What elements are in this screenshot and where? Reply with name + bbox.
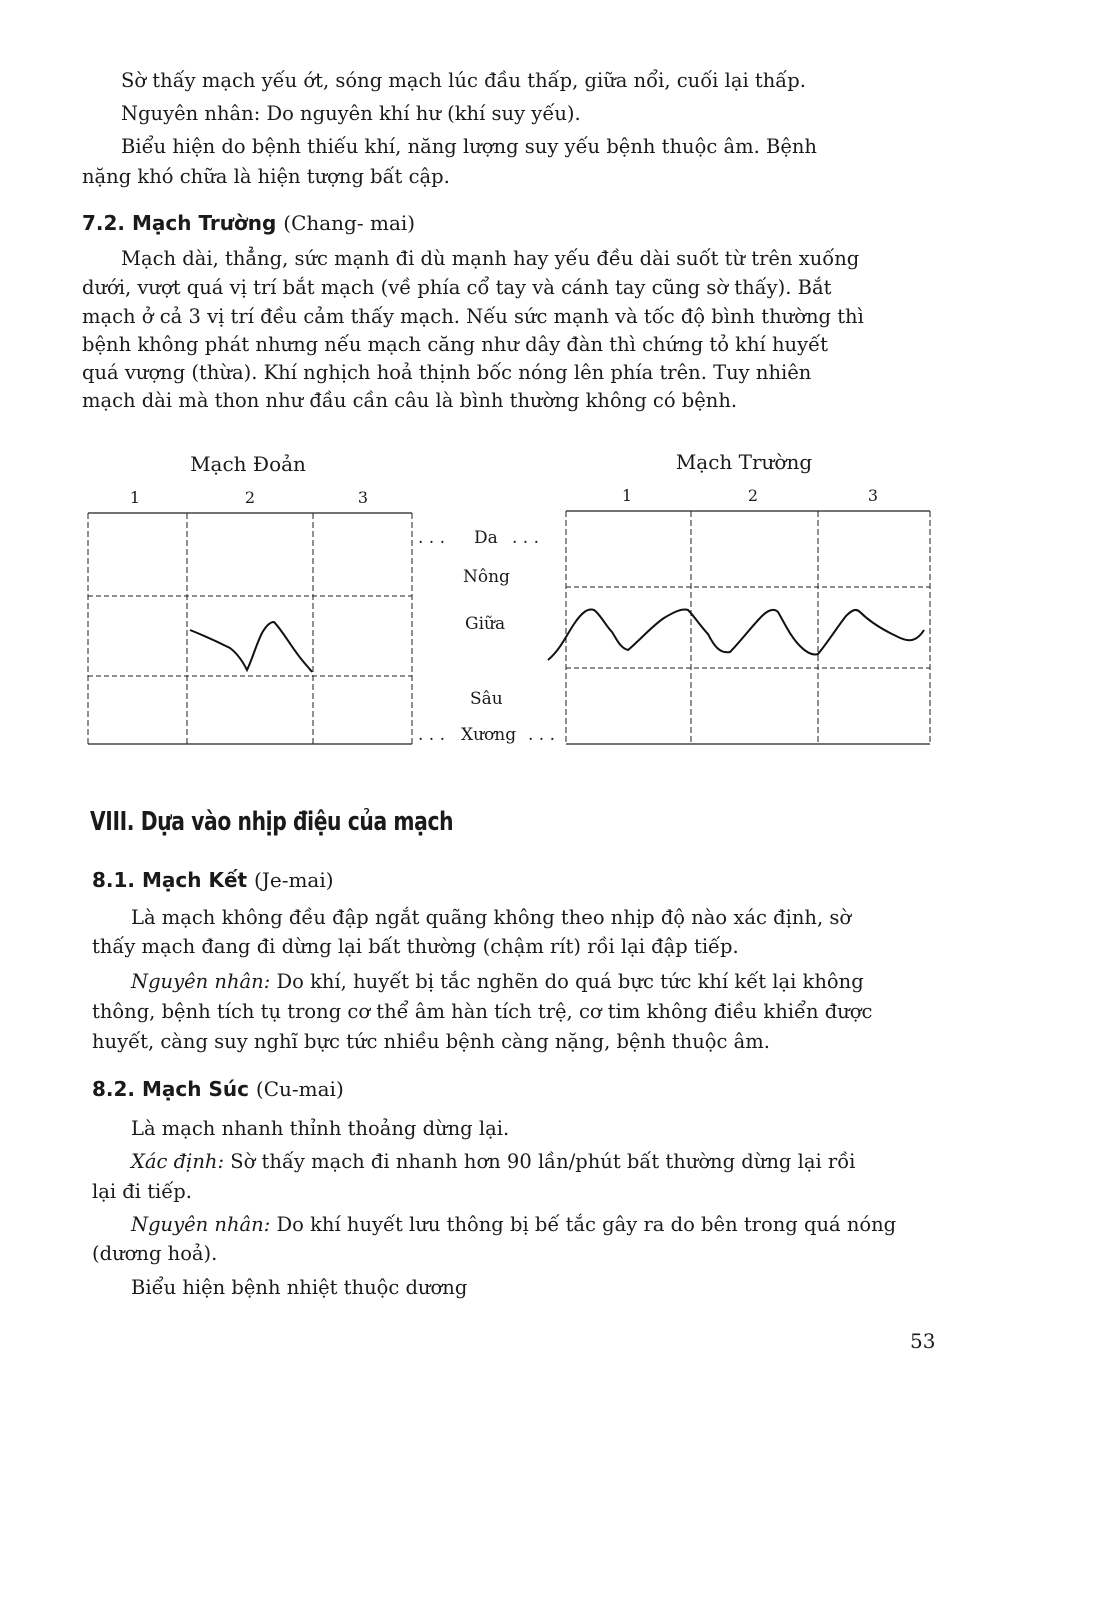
dotted-leader: . . . — [512, 528, 540, 548]
text-line: mạch ở cả 3 vị trí đều cảm thấy mạch. Nếu sức mạnh và tốc độ bình thường thì — [82, 305, 864, 328]
dotted-leader: . . . — [418, 725, 446, 745]
text-line: thông, bệnh tích tụ trong cơ thể âm hàn tích trệ, cơ tim không điều khiển được — [92, 1000, 873, 1023]
dotted-leader: . . . — [418, 528, 446, 548]
text-line: Sờ thấy mạch yếu ớt, sóng mạch lúc đầu thấp, giữa nổi, cuối lại thấp. — [121, 69, 806, 92]
text-line: Là mạch không đều đập ngắt quãng không theo nhịp độ nào xác định, sờ — [131, 906, 852, 929]
text-line: quá vượng (thừa). Khí nghịch hoả thịnh bốc nóng lên phía trên. Tuy nhiên — [82, 361, 812, 384]
short-pulse-waveform — [190, 622, 312, 672]
section-heading-viii: VIII. Dựa vào nhịp điệu của mạch — [90, 807, 454, 837]
text-line: huyết, càng suy nghĩ bực tức nhiều bệnh càng nặng, bệnh thuộc âm. — [92, 1030, 770, 1053]
text-line: lại đi tiếp. — [92, 1180, 192, 1203]
section-heading-7-2: 7.2. Mạch Trường (Chang- mai) — [82, 211, 416, 235]
left-position-label: 3 — [357, 488, 369, 507]
page-number: 53 — [910, 1329, 936, 1353]
level-label-sau: Sâu — [470, 689, 503, 709]
right-diagram-title: Mạch Trường — [675, 450, 813, 474]
text-line: Biểu hiện bệnh nhiệt thuộc dương — [131, 1276, 468, 1299]
section-heading-8-2: 8.2. Mạch Súc (Cu-mai) — [92, 1077, 344, 1101]
dotted-leader: . . . — [528, 725, 556, 745]
text-line: (dương hoả). — [92, 1242, 218, 1265]
level-label-giua: Giữa — [465, 614, 506, 634]
text-line: mạch dài mà thon như đầu cần câu là bình thường không có bệnh. — [82, 389, 738, 412]
pulse-diagram — [0, 0, 1099, 800]
text-line: Nguyên nhân: Do khí, huyết bị tắc nghẽn do quá bực tức khí kết lại không — [131, 970, 864, 993]
text-line: Nguyên nhân: Do nguyên khí hư (khí suy yếu). — [121, 102, 581, 125]
right-position-label: 2 — [747, 486, 759, 505]
text-line: Xác định: Sờ thấy mạch đi nhanh hơn 90 lần/phút bất thường dừng lại rồi — [131, 1150, 856, 1173]
level-label-da: Da — [474, 528, 498, 548]
left-position-label: 2 — [244, 488, 256, 507]
right-grid — [566, 511, 930, 744]
long-pulse-waveform — [548, 609, 924, 660]
text-line: thấy mạch đang đi dừng lại bất thường (chậm rít) rồi lại đập tiếp. — [92, 935, 739, 958]
level-label-nong: Nông — [463, 567, 510, 587]
left-position-label: 1 — [129, 488, 141, 507]
right-position-label: 1 — [621, 486, 633, 505]
section-heading-8-1: 8.1. Mạch Kết (Je-mai) — [92, 868, 334, 892]
text-line: nặng khó chữa là hiện tượng bất cập. — [82, 165, 450, 188]
level-label-xuong: Xương — [461, 725, 517, 745]
text-line: Biểu hiện do bệnh thiếu khí, năng lượng suy yếu bệnh thuộc âm. Bệnh — [121, 135, 817, 158]
text-line: bệnh không phát nhưng nếu mạch căng như dây đàn thì chứng tỏ khí huyết — [82, 333, 828, 356]
text-line: dưới, vượt quá vị trí bắt mạch (về phía cổ tay và cánh tay cũng sờ thấy). Bắt — [82, 276, 832, 299]
left-diagram-title: Mạch Đoản — [190, 452, 306, 476]
text-line: Nguyên nhân: Do khí huyết lưu thông bị bế tắc gây ra do bên trong quá nóng — [131, 1213, 897, 1236]
text-line: Mạch dài, thẳng, sức mạnh đi dù mạnh hay yếu đều dài suốt từ trên xuống — [121, 247, 860, 270]
left-grid — [88, 513, 412, 744]
text-line: Là mạch nhanh thỉnh thoảng dừng lại. — [131, 1117, 510, 1140]
right-position-label: 3 — [867, 486, 879, 505]
